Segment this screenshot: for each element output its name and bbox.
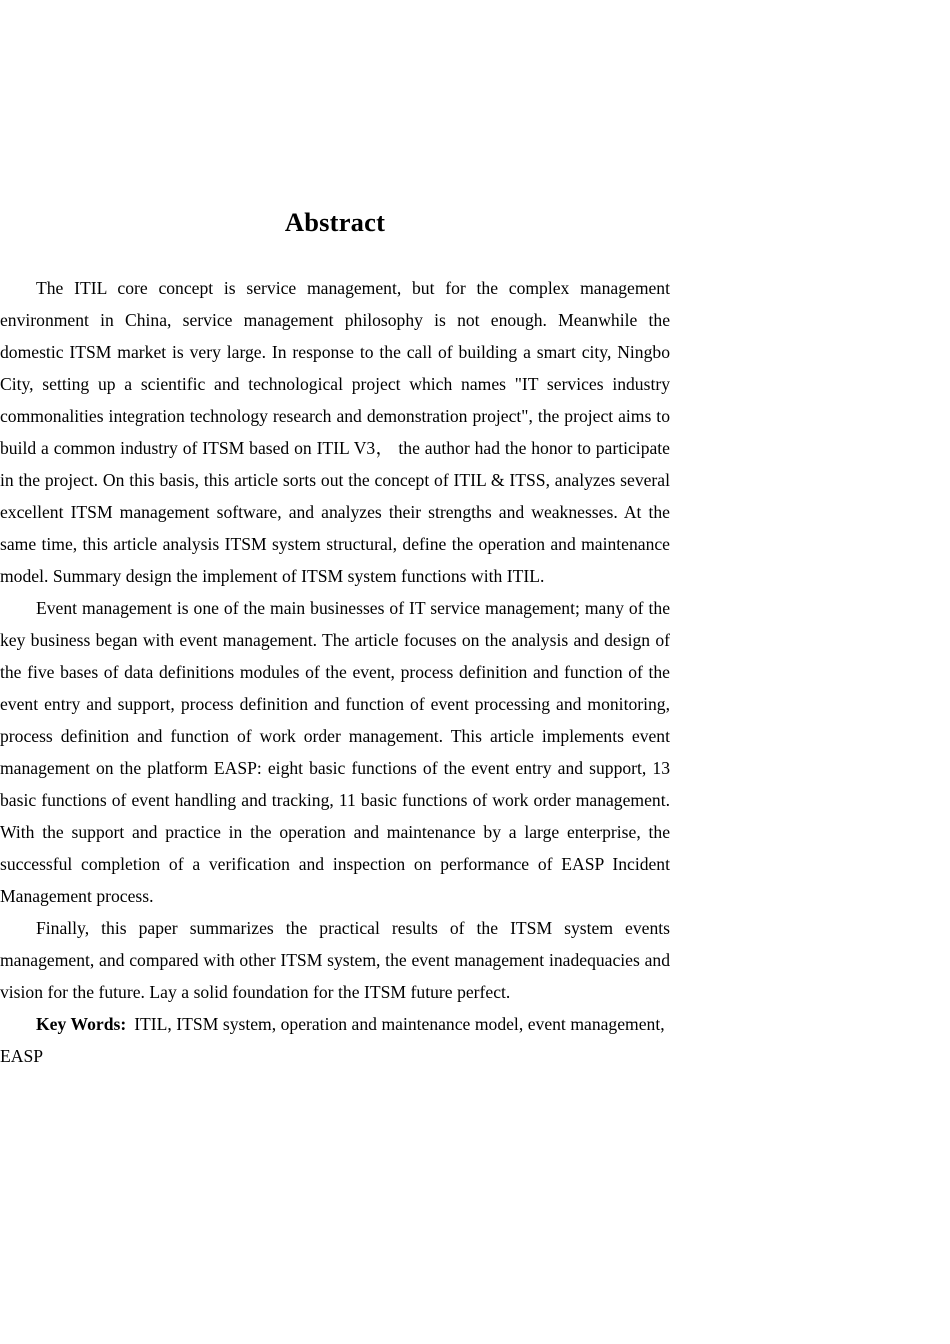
abstract-paragraph-2: Event management is one of the main businesses of IT service management; many of the key business began with event management. The article focuses on the analysis and design of the five bases of data definitions modules of the event, process definition and function of the event entry and support, process definition and function of event processing and monitoring, process definition and function of work order management. This article implements event management on the platform EASP: eight basic functions of the event entry and support, 13 basic functions of event handling and tracking, 11 basic functions of work order management. With the support and practice in the operation and maintenance by a large enterprise, the successful completion of a verification and inspection on performance of EASP Incident Management process.: [0, 598, 670, 906]
keywords-value: ITIL, ITSM system, operation and maintenance model, event management, EASP: [0, 1014, 665, 1066]
keywords-line: [0, 1008, 670, 1072]
keywords-label: Key Words:: [36, 1014, 127, 1034]
page-title: Abstract: [284, 207, 386, 237]
abstract-body: [0, 272, 670, 1072]
abstract-paragraph-3: Finally, this paper summarizes the practical results of the ITSM system events management, and compared with other ITSM system, the event management inadequacies and vision for the future. Lay a solid foundation for the ITSM future perfect.: [0, 918, 670, 1002]
abstract-paragraph-1: The ITIL core concept is service management, but for the complex management environment in China, service management philosophy is not enough. Meanwhile the domestic ITSM market is very large. In response to the call of building a smart city, Ningbo City, setting up a scientific and technological project which names "IT services industry commonalities integration technology research and demonstration project", the project aims to build a common industry of ITSM based on ITIL V3， the author had the honor to participate in the project. On this basis, this article sorts out the concept of ITIL & ITSS, analyzes several excellent ITSM management software, and analyzes their strengths and weaknesses. At the same time, this article analysis ITSM system structural, define the operation and maintenance model. Summary design the implement of ITSM system functions with ITIL.: [0, 278, 670, 586]
